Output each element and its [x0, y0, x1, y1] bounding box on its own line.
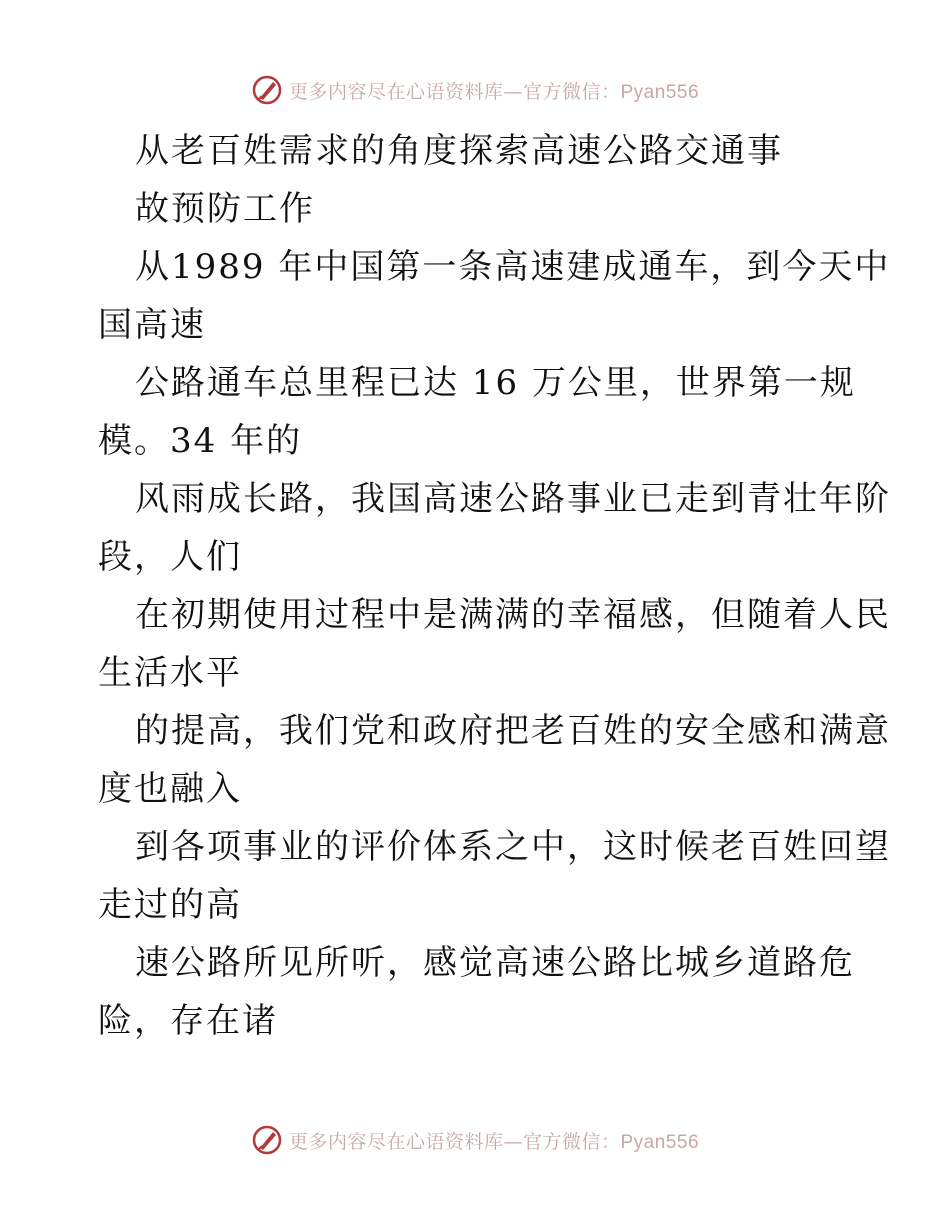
text-line: 公路通车总里程已达 16 万公里，世界第一规	[135, 363, 856, 403]
text-line: 故预防工作	[135, 189, 315, 229]
text-line: 从1989 年中国第一条高速建成通车，到今天中	[135, 247, 891, 287]
document-body	[98, 122, 891, 1050]
header-banner	[251, 70, 699, 110]
footer-wechat-label: 官方微信：	[522, 1130, 621, 1153]
header-brand-text: 更多内容尽在心语资料库	[288, 80, 504, 103]
footer-banner	[251, 1120, 699, 1160]
text-line: 从老百姓需求的角度探索高速公路交通事	[135, 131, 783, 171]
text-line: 走过的高	[98, 885, 242, 925]
text-line: 速公路所见所听，感觉高速公路比城乡道路危	[135, 943, 855, 983]
header-wechat-label: 官方微信：	[522, 80, 621, 103]
quill-logo-icon	[251, 1124, 283, 1156]
text-line: 段，人们	[98, 537, 242, 577]
text-line: 在初期使用过程中是满满的幸福感，但随着人民	[135, 595, 891, 635]
footer-banner-text	[289, 1127, 699, 1154]
text-line: 风雨成长路，我国高速公路事业已走到青壮年阶	[135, 479, 891, 519]
footer-wechat-id: Pyan556	[620, 1131, 700, 1153]
page-header	[0, 70, 950, 110]
text-line: 国高速	[98, 305, 206, 345]
footer-dash: —	[503, 1130, 523, 1153]
page-footer	[0, 1120, 950, 1160]
text-line: 的提高，我们党和政府把老百姓的安全感和满意	[135, 711, 891, 751]
text-line: 险，存在诸	[98, 1001, 278, 1041]
header-banner-text	[289, 77, 699, 104]
text-line: 度也融入	[98, 769, 242, 809]
text-line: 到各项事业的评价体系之中，这时候老百姓回望	[135, 827, 891, 867]
header-dash: —	[503, 80, 523, 103]
footer-brand-text: 更多内容尽在心语资料库	[288, 1130, 504, 1153]
text-line: 模。34 年的	[98, 421, 303, 461]
header-wechat-id: Pyan556	[620, 81, 700, 103]
text-line: 生活水平	[98, 653, 242, 693]
quill-logo-icon	[251, 74, 283, 106]
